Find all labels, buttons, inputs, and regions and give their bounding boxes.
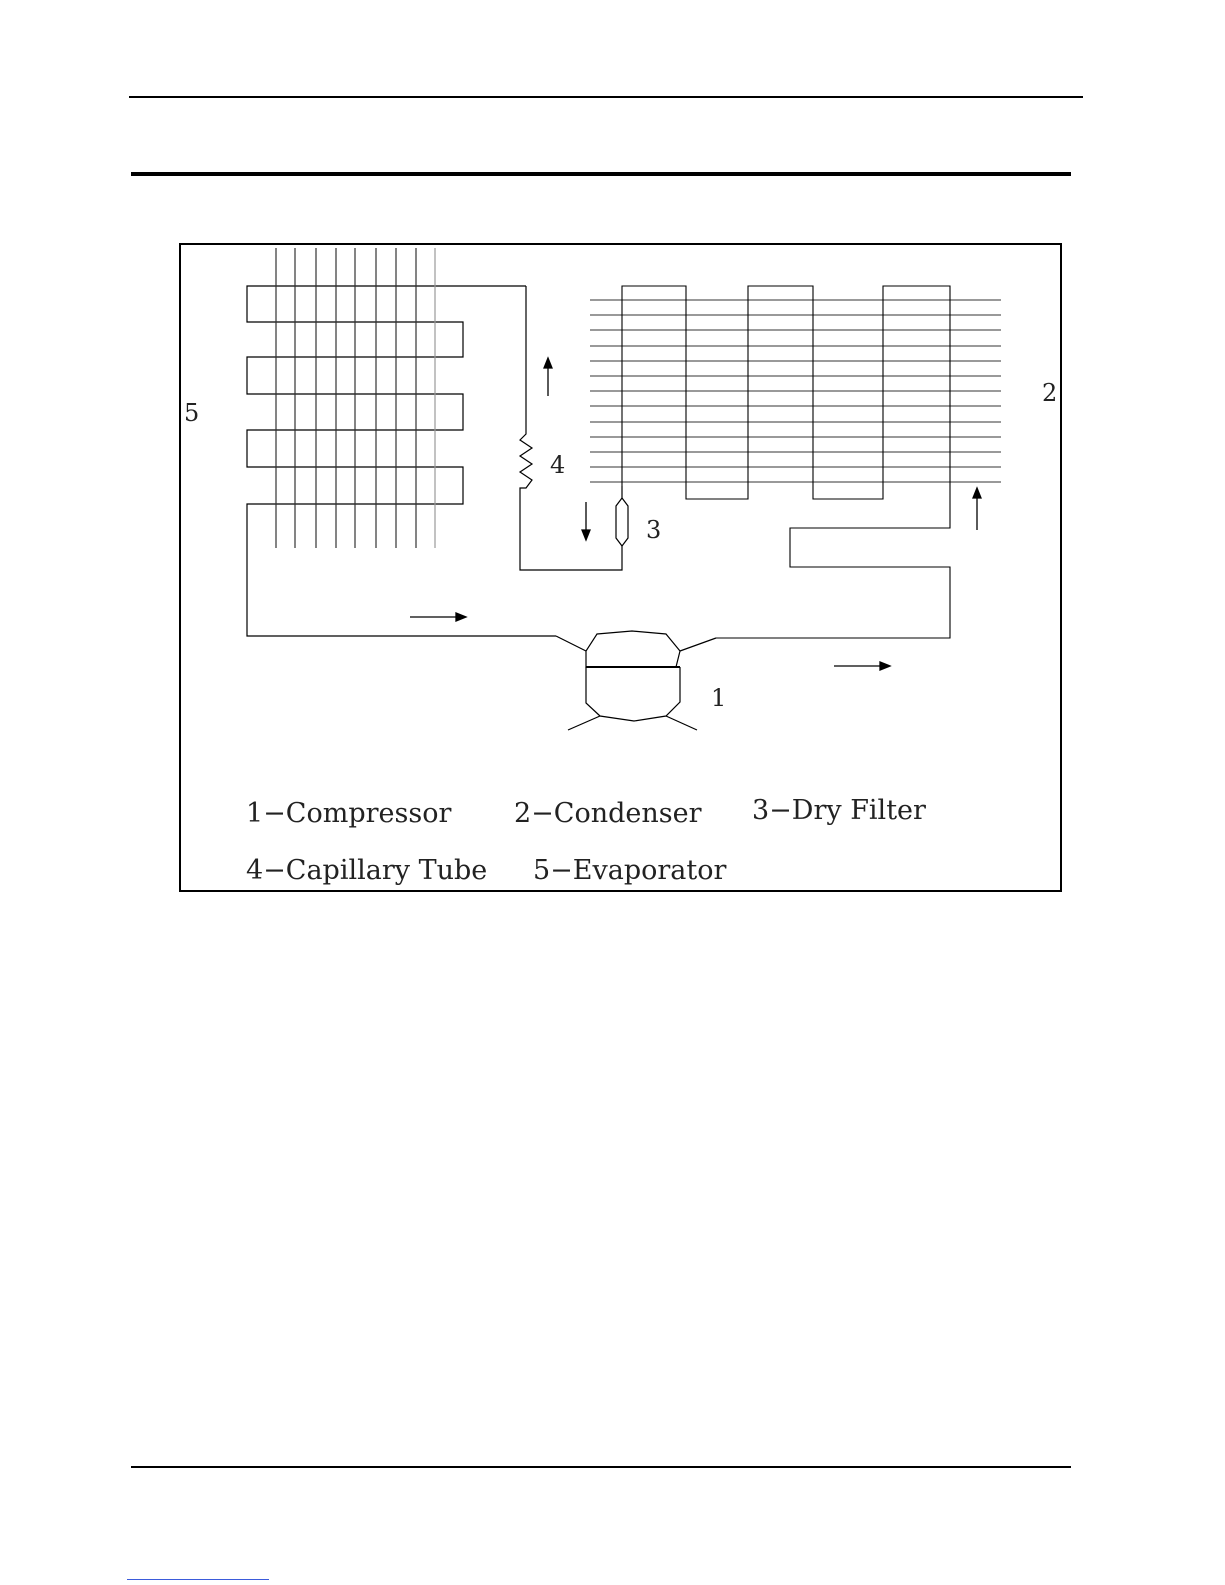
evaporator-fins (276, 248, 435, 548)
arrow-right-icon (410, 613, 466, 621)
evaporator-tube (247, 286, 556, 636)
arrow-up-icon (973, 488, 981, 530)
legend-capillary-tube: 4−Capillary Tube (246, 855, 488, 886)
legend-dry-filter: 3−Dry Filter (752, 795, 926, 826)
compressor (556, 631, 716, 730)
label-capillary-number: 4 (550, 451, 566, 479)
condenser (590, 286, 1001, 638)
arrow-right-icon (834, 662, 890, 670)
label-dry-filter-number: 3 (646, 516, 662, 544)
evaporator (247, 248, 556, 636)
flow-arrows (410, 358, 981, 670)
capillary-tube (520, 286, 622, 570)
dry-filter (616, 486, 628, 546)
arrow-down-icon (582, 502, 590, 540)
condenser-tube (622, 286, 950, 638)
legend-compressor: 1−Compressor (246, 798, 452, 829)
arrow-up-icon (544, 358, 552, 396)
condenser-fins (590, 300, 1001, 482)
legend-condenser: 2−Condenser (514, 798, 702, 829)
label-evaporator-number: 5 (184, 399, 200, 427)
label-condenser-number: 2 (1042, 379, 1058, 407)
label-compressor-number: 1 (711, 684, 727, 712)
legend-evaporator: 5−Evaporator (533, 855, 727, 886)
